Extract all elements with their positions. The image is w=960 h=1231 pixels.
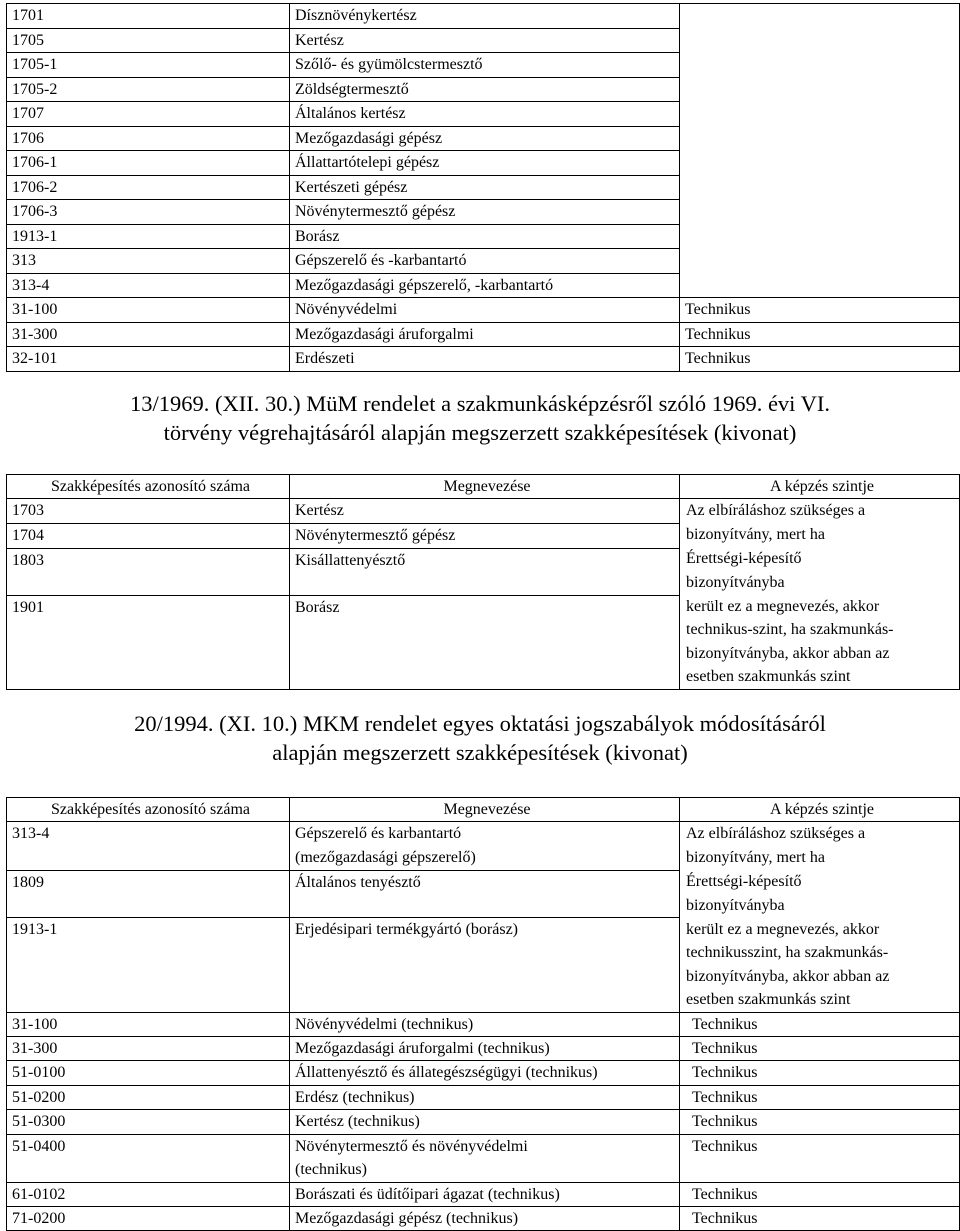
qualification-name: Mezőgazdasági gépész <box>290 126 680 151</box>
qualification-level <box>680 53 960 78</box>
qualification-id: 313 <box>7 249 290 274</box>
table-3-technikus-rows <box>7 1012 960 1231</box>
level-line: bizonyítvány, mert ha <box>686 525 825 543</box>
table-row <box>7 1061 960 1085</box>
qualification-name: Növénytermesztő gépész <box>290 524 680 549</box>
qualification-name-line: Kertész (technikus) <box>295 1113 420 1131</box>
table-row <box>7 53 960 78</box>
table-row <box>7 298 960 323</box>
level-line: került ez a megnevezés, akkor <box>686 921 880 939</box>
level-line: technikus-szint, ha szakmunkás- <box>686 621 894 639</box>
qualification-name <box>290 1206 680 1230</box>
qualification-name <box>290 1134 680 1182</box>
qualification-level: Technikus <box>680 298 960 323</box>
table-row <box>7 151 960 176</box>
qualification-name: Mezőgazdasági gépszerelő, -karbantartó <box>290 273 680 298</box>
qualification-name <box>290 1182 680 1206</box>
level-line: technikusszint, ha szakmunkás- <box>686 944 889 962</box>
table-row <box>7 126 960 151</box>
qualification-name: Borász <box>290 224 680 249</box>
qualification-name: Kertészeti gépész <box>290 175 680 200</box>
qualification-id: 1706-3 <box>7 200 290 225</box>
qualification-name: Állattartótelepi gépész <box>290 151 680 176</box>
qualification-id: 1901 <box>7 596 290 689</box>
qualification-name: Borász <box>290 596 680 689</box>
qualification-name-line: Mezőgazdasági áruforgalmi (technikus) <box>295 1040 550 1058</box>
table-row <box>7 1085 960 1109</box>
qualification-id: 51-0300 <box>7 1110 290 1134</box>
level-description <box>680 499 960 689</box>
table-row <box>7 249 960 274</box>
qualification-id: 1705-2 <box>7 77 290 102</box>
qualification-id: 313-4 <box>7 822 290 870</box>
section-2-title-line-1: 13/1969. (XII. 30.) MüM rendelet a szakmunkásképzésről szóló 1969. évi VI. <box>129 391 831 416</box>
table-1-body <box>7 4 960 372</box>
qualification-id: 31-300 <box>7 1037 290 1061</box>
table-row <box>7 1012 960 1036</box>
qualification-id: 51-0200 <box>7 1085 290 1109</box>
table-row <box>7 273 960 298</box>
qualification-name-line: Állattenyésztő és állategészségügyi (technikus) <box>295 1064 598 1082</box>
qualification-name-line: Mezőgazdasági gépész (technikus) <box>295 1209 519 1227</box>
qualification-name <box>290 822 680 870</box>
qualification-level <box>680 273 960 298</box>
qualification-id: 1803 <box>7 548 290 596</box>
table-3-header-level: A képzés szintje <box>680 798 960 822</box>
qualification-id: 1705 <box>7 28 290 53</box>
table-2-header-name: Megnevezése <box>290 475 680 499</box>
level-line: Érettségi-képesítő <box>686 550 802 568</box>
qualification-name-line: Növénytermesztő és növényvédelmi <box>295 1137 528 1155</box>
table-3-header-row <box>7 798 960 822</box>
qualification-id: 31-100 <box>7 298 290 323</box>
qualification-level: Technikus <box>680 322 960 347</box>
qualification-level: Technikus <box>680 1037 960 1061</box>
qualification-name <box>290 1012 680 1036</box>
qualification-name: Szőlő- és gyümölcstermesztő <box>290 53 680 78</box>
qualification-name-line: (mezőgazdasági gépszerelő) <box>295 848 476 866</box>
table-row <box>7 499 960 524</box>
table-2-header-row <box>7 475 960 499</box>
qualification-name: Kertész <box>290 499 680 524</box>
level-line: bizonyítványba, akkor abban az <box>686 644 890 662</box>
section-2-title <box>0 389 960 447</box>
qualification-name <box>290 1085 680 1109</box>
qualification-level <box>680 4 960 29</box>
table-3-header-name: Megnevezése <box>290 798 680 822</box>
level-line: bizonyítványba <box>686 573 785 591</box>
qualification-name: Kertész <box>290 28 680 53</box>
section-3-title-line-1: 20/1994. (XI. 10.) MKM rendelet egyes oktatási jogszabályok módosításáról <box>134 711 826 736</box>
qualification-name-line: Gépszerelő és karbantartó <box>295 825 462 843</box>
qualification-name <box>290 1110 680 1134</box>
qualification-id: 1913-1 <box>7 224 290 249</box>
qualification-id: 1706 <box>7 126 290 151</box>
section-2-title-line-2: törvény végrehajtásáról alapján megszerzett szakképesítések (kivonat) <box>163 420 797 445</box>
qualification-id: 1809 <box>7 870 290 917</box>
qualification-name: Erdészeti <box>290 347 680 372</box>
qualification-name: Zöldségtermesztő <box>290 77 680 102</box>
qualification-level: Technikus <box>680 1061 960 1085</box>
qualification-id: 1704 <box>7 524 290 549</box>
qualification-name: Növényvédelmi <box>290 298 680 323</box>
table-row <box>7 1134 960 1182</box>
qualification-id: 51-0400 <box>7 1134 290 1182</box>
table-2-header-level: A képzés szintje <box>680 475 960 499</box>
qualifications-table-1 <box>6 3 960 372</box>
level-line: Az elbíráláshoz szükséges a <box>686 825 866 843</box>
qualification-name: Kisállattenyésztő <box>290 548 680 596</box>
qualification-name: Általános kertész <box>290 102 680 127</box>
qualification-level: Technikus <box>680 1110 960 1134</box>
level-line: esetben szakmunkás szint <box>686 668 851 686</box>
qualification-name: Általános tenyésztő <box>290 870 680 917</box>
qualification-level <box>680 151 960 176</box>
table-row <box>7 1182 960 1206</box>
qualification-id: 31-100 <box>7 1012 290 1036</box>
level-line: Érettségi-képesítő <box>686 873 802 891</box>
qualification-id: 1707 <box>7 102 290 127</box>
qualification-name: Mezőgazdasági áruforgalmi <box>290 322 680 347</box>
level-line: esetben szakmunkás szint <box>686 991 851 1009</box>
qualification-level: Technikus <box>680 1182 960 1206</box>
qualification-name-line: Erdész (technikus) <box>295 1088 415 1106</box>
table-row <box>7 322 960 347</box>
qualification-id: 1701 <box>7 4 290 29</box>
qualification-level <box>680 224 960 249</box>
qualification-level: Technikus <box>680 1012 960 1036</box>
qualifications-table-2 <box>6 474 960 690</box>
qualification-id: 1706-1 <box>7 151 290 176</box>
level-line: bizonyítvány, mert ha <box>686 848 825 866</box>
qualification-name: Dísznövénykertész <box>290 4 680 29</box>
table-row <box>7 1037 960 1061</box>
qualifications-table-3 <box>6 797 960 1231</box>
qualification-name <box>290 1061 680 1085</box>
qualification-id: 31-300 <box>7 322 290 347</box>
table-row <box>7 175 960 200</box>
qualification-level: Technikus <box>680 1206 960 1230</box>
qualification-name: Erjedésipari termékgyártó (borász) <box>290 917 680 1012</box>
qualification-id: 51-0100 <box>7 1061 290 1085</box>
table-row <box>7 822 960 870</box>
section-3-title-line-2: alapján megszerzett szakképesítések (kivonat) <box>272 740 688 765</box>
qualification-level <box>680 126 960 151</box>
table-row <box>7 224 960 249</box>
table-row <box>7 200 960 225</box>
qualification-id: 1703 <box>7 499 290 524</box>
table-row <box>7 4 960 29</box>
qualification-name-line: Borászati és üdítőipari ágazat (technikus) <box>295 1185 560 1203</box>
qualification-level <box>680 102 960 127</box>
table-3-header-id: Szakképesítés azonosító száma <box>7 798 290 822</box>
level-line: bizonyítványba <box>686 896 785 914</box>
qualification-level <box>680 175 960 200</box>
level-line: Az elbíráláshoz szükséges a <box>686 502 866 520</box>
qualification-level <box>680 28 960 53</box>
table-row <box>7 28 960 53</box>
table-row <box>7 102 960 127</box>
table-row <box>7 77 960 102</box>
table-2-header-id: Szakképesítés azonosító száma <box>7 475 290 499</box>
qualification-level: Technikus <box>680 1134 960 1182</box>
qualification-id: 71-0200 <box>7 1206 290 1230</box>
qualification-id: 1705-1 <box>7 53 290 78</box>
qualification-name <box>290 1037 680 1061</box>
level-line: bizonyítványba, akkor abban az <box>686 967 890 985</box>
qualification-level: Technikus <box>680 347 960 372</box>
qualification-id: 1706-2 <box>7 175 290 200</box>
qualification-id: 313-4 <box>7 273 290 298</box>
qualification-name: Növénytermesztő gépész <box>290 200 680 225</box>
qualification-name-line: (technikus) <box>295 1161 367 1179</box>
qualification-level <box>680 200 960 225</box>
qualification-level <box>680 249 960 274</box>
qualification-id: 1913-1 <box>7 917 290 1012</box>
qualification-level: Technikus <box>680 1085 960 1109</box>
qualification-name-line: Növényvédelmi (technikus) <box>295 1015 474 1033</box>
table-row <box>7 347 960 372</box>
qualification-name: Gépszerelő és -karbantartó <box>290 249 680 274</box>
table-row <box>7 1206 960 1230</box>
table-row <box>7 1110 960 1134</box>
level-description <box>680 822 960 1012</box>
level-line: került ez a megnevezés, akkor <box>686 598 880 616</box>
section-3-title <box>0 709 960 767</box>
qualification-level <box>680 77 960 102</box>
qualification-id: 61-0102 <box>7 1182 290 1206</box>
qualification-id: 32-101 <box>7 347 290 372</box>
